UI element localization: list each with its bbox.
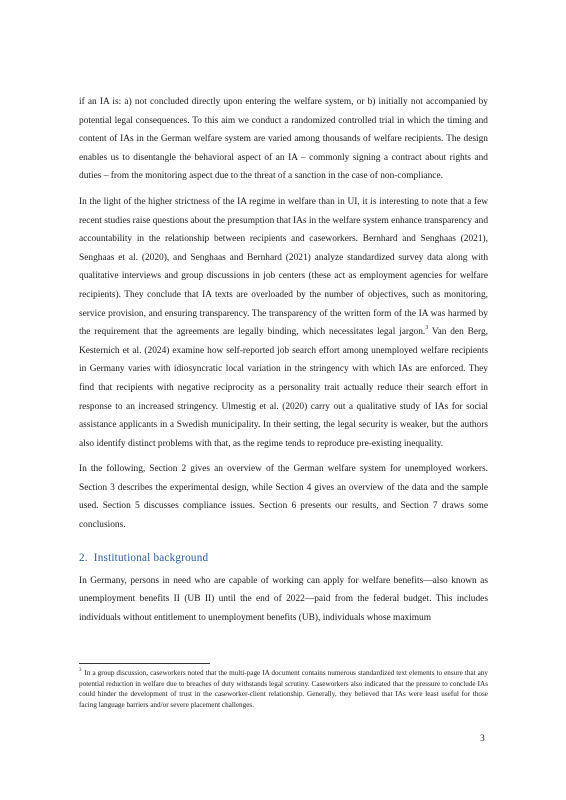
paragraph-outline: In the following, Section 2 gives an overview of the German welfare system for unemployed workers. Section 3 describes the experimental design, while Section 4 gives an overview of the data and the sample used. Section 5 discusses compliance issues. Section 6 presents our results, and Section 7 draws some conclusions. — [79, 464, 488, 531]
paragraph-institutional: In Germany, persons in need who are capable of working can apply for welfare benefits—also known as unemployment benefits II (UB II) until the end of 2022—paid from the federal budget. This includes individuals without entitlement to unemployment benefits (UB), individuals whose maximum — [79, 575, 488, 623]
paragraph-intro-continued: if an IA is: a) not concluded directly upon entering the welfare system, or b) initially not accompanied by potential legal consequences. To this aim we conduct a randomized controlled trial in which the timing and content of IAs in the German welfare system are varied among thousands of welfare recipients. The design enables us to disentangle the behavioral aspect of an IA – commonly signing a contract about rights and duties – from the monitoring aspect due to the threat of a sanction in the case of non-compliance. — [79, 97, 488, 182]
main-content — [79, 93, 488, 634]
paragraph-literature-part1: In the light of the higher strictness of the IA regime in welfare than in UI, it is interesting to note that a few recent studies raise questions about the presumption that IAs in the welfare system enhance transparency and accountability in the relationship between recipients and caseworkers. Bernhard and Senghaas (2021), Senghaas et al. (2020), and Senghaas and Bernhard (2021) analyze standardized survey data along with qualitative interviews and group discussions in job centers (these act as employment agencies for welfare recipients). They conclude that IA texts are overloaded by the number of objectives, such as monitoring, service provision, and ensuring transparency. The transparency of the written form of the IA was harmed by the requirement that the agreements are legally binding, which necessitates legal jargon. — [79, 196, 488, 338]
section-number: 2. — [79, 551, 88, 564]
section-title: Institutional background — [93, 551, 209, 564]
footnote-separator — [79, 663, 210, 664]
paragraph-literature — [79, 193, 488, 453]
footnote-text: In a group discussion, caseworkers noted that the multi-page IA document contains numerous standardized text elements to ensure that any potential reduction in welfare due to breaches of duty withstands legal scrutiny. Caseworkers also indicated that the pressure to conclude IAs could hinder the development of trust in the caseworker-client relationship. Generally, they believed that IAs were least useful for those facing language barriers and/or severe placement challenges. — [79, 669, 488, 709]
page-number: 3 — [480, 734, 485, 744]
footnote-reference[interactable]: 3 — [425, 325, 429, 331]
footnote-marker: 3 — [79, 667, 82, 673]
footnote — [79, 668, 488, 710]
paragraph-literature-part2: Van den Berg, Kesternich et al. (2024) examine how self-reported job search effort among unemployed welfare recipients in Germany varies with idiosyncratic local variation in the stringency with which IAs are enforced. They find that recipients with negative reciprocity as a personality trait actually reduce their search effort in response to an increased stringency. Ulmestig et al. (2020) carry out a qualitative study of IAs for social assistance applicants in a Swedish municipality. In their setting, the legal security is weaker, but the authors also identify distinct problems with that, as the regime tends to reproduce pre-existing inequality. — [79, 327, 488, 449]
section-heading — [79, 552, 488, 564]
